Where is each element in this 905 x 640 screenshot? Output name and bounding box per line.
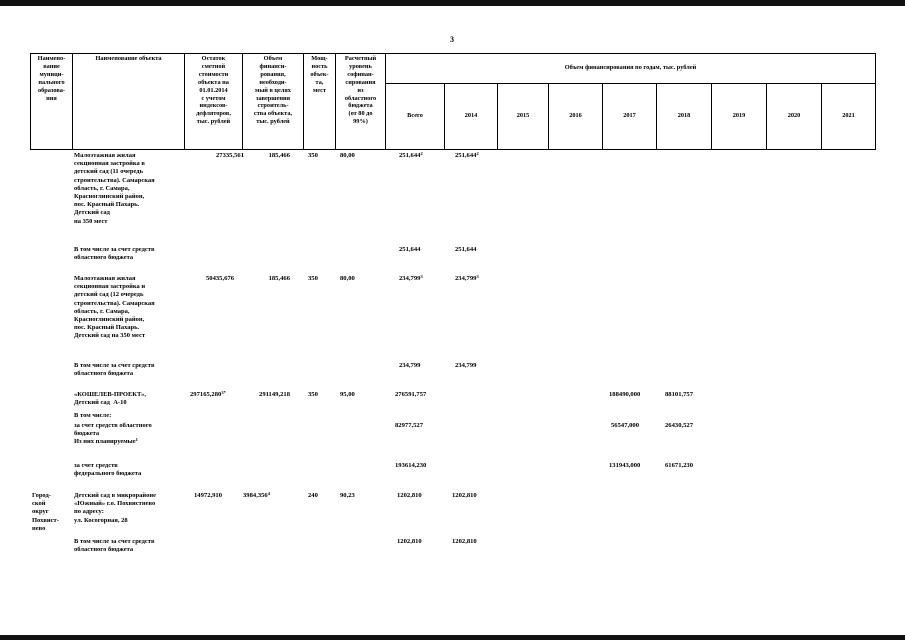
- object-name: В том числе:: [74, 412, 112, 419]
- header-financing-needed: Объем финанси- рования, необходи- мый в целях завершения строитель- ства объекта, тыс. рублей: [253, 55, 293, 126]
- year-2014-value: 251,644$^2$: [455, 151, 479, 159]
- total-value: 82977,527: [395, 422, 424, 429]
- header-capacity: Мощ- ность объек- та, мест: [310, 55, 329, 94]
- header-year-2014: 2014: [464, 112, 478, 119]
- header-year-2019: 2019: [732, 112, 746, 119]
- financing-needed: 3984,356$^4$: [243, 491, 270, 499]
- remaining-cost: 50435,676: [205, 275, 234, 282]
- header-object: Наименование объекта: [95, 55, 162, 62]
- cofinancing-level: 80,00: [340, 152, 355, 159]
- financing-needed: 185,466: [268, 152, 290, 159]
- year-2014-value: 234,799: [455, 362, 477, 369]
- header-year-2017: 2017: [623, 112, 636, 119]
- financing-needed: 185,466: [268, 275, 290, 282]
- remaining-cost: $297165,280^{3*}$: [190, 390, 226, 398]
- object-name: «КОШЕЛЕВ-ПРОЕКТ», Детский сад А-10: [74, 391, 147, 407]
- top-border: [0, 0, 905, 6]
- header-year-2021: 2021: [842, 112, 855, 119]
- total-value: 234,799$^3$: [399, 274, 423, 282]
- page-number: 3: [450, 35, 454, 44]
- year-2018-value: 88101,757: [665, 391, 694, 398]
- year-2017-value: 56547,000: [611, 422, 640, 429]
- year-2017-value: 188490,000: [609, 391, 641, 398]
- object-name: В том числе за счет средств областного бюджета: [74, 362, 155, 378]
- total-value: 193614,230: [395, 462, 427, 469]
- financing-needed: 291149,218: [259, 391, 290, 398]
- object-name: Малоэтажная жилая секционная застройка и детский сад (12 очередь строительства). Самарская область, г. Самара, Красноглинский район, пос. Красный Пахарь. Детский сад на 350 мест: [74, 275, 155, 340]
- year-2018-value: 26430,527: [665, 422, 694, 429]
- total-value: 251,644$^2$: [399, 151, 423, 159]
- capacity: 350: [308, 391, 318, 398]
- header-remaining-cost: Остаток сметной стоимости объекта на 01.01.2014 с учетом индексов- дефляторов, тыс. рублей: [196, 55, 231, 126]
- total-value: 234,799: [399, 362, 421, 369]
- total-value: 276591,757: [395, 391, 427, 398]
- object-name: В том числе за счет средств областного бюджета: [74, 246, 155, 262]
- header-year-2020: 2020: [787, 112, 801, 119]
- cofinancing-level: 80,00: [340, 275, 355, 282]
- year-2014-value: 1202,810: [452, 538, 477, 545]
- cofinancing-level: 95,00: [340, 391, 355, 398]
- header-years-group: Объем финансирования по годам, тыс. рублей: [564, 64, 697, 71]
- capacity: 350: [308, 152, 318, 159]
- total-value: 1202,810: [397, 492, 422, 499]
- object-name: В том числе за счет средств областного бюджета: [74, 538, 155, 554]
- object-name: Малоэтажная жилая секционная застройка в детский сад (11 очередь строительства). Самарская область, г. Самара, Красноглинский район, пос. Красный Пахарь. Детский сад на 350 мест: [74, 152, 155, 225]
- table-header: [30, 53, 876, 150]
- year-2014-value: 251,644: [455, 246, 477, 253]
- capacity: 350: [308, 275, 318, 282]
- header-year-2016: 2016: [569, 112, 582, 119]
- capacity: 240: [308, 492, 318, 499]
- header-year-2015: 2015: [516, 112, 530, 119]
- header-municipality: Наимено- вание муници- пального образова- ния: [37, 55, 66, 102]
- remaining-cost: 14972,910: [194, 492, 223, 499]
- remaining-cost: 27335,561: [215, 152, 244, 159]
- year-2017-value: 131943,000: [609, 462, 641, 469]
- header-year-2018: 2018: [677, 112, 691, 119]
- year-2014-value: 234,799$^3$: [455, 274, 479, 282]
- total-value: 251,644: [399, 246, 421, 253]
- object-name: за счет средств областного бюджета Из них планируемые$^1$: [74, 422, 152, 446]
- year-2014-value: 1202,810: [452, 492, 477, 499]
- header-total: Всего: [407, 112, 423, 119]
- municipality-name: Город- ской округ Похвист- нево: [32, 492, 59, 532]
- object-name: за счет средств федерального бюджета: [74, 462, 142, 478]
- header-cofinancing-level: Расчетный уровень софинан- сирования из областного бюджета (от 80 до 99%): [344, 55, 377, 126]
- year-2018-value: 61671,230: [665, 462, 694, 469]
- object-name: Детский сад в микрорайоне «Южный» г.о. Похвистнево по адресу: ул. Косогорная, 28: [74, 492, 156, 524]
- bottom-border: [0, 635, 905, 640]
- total-value: 1202,810: [397, 538, 422, 545]
- cofinancing-level: 90,23: [340, 492, 355, 499]
